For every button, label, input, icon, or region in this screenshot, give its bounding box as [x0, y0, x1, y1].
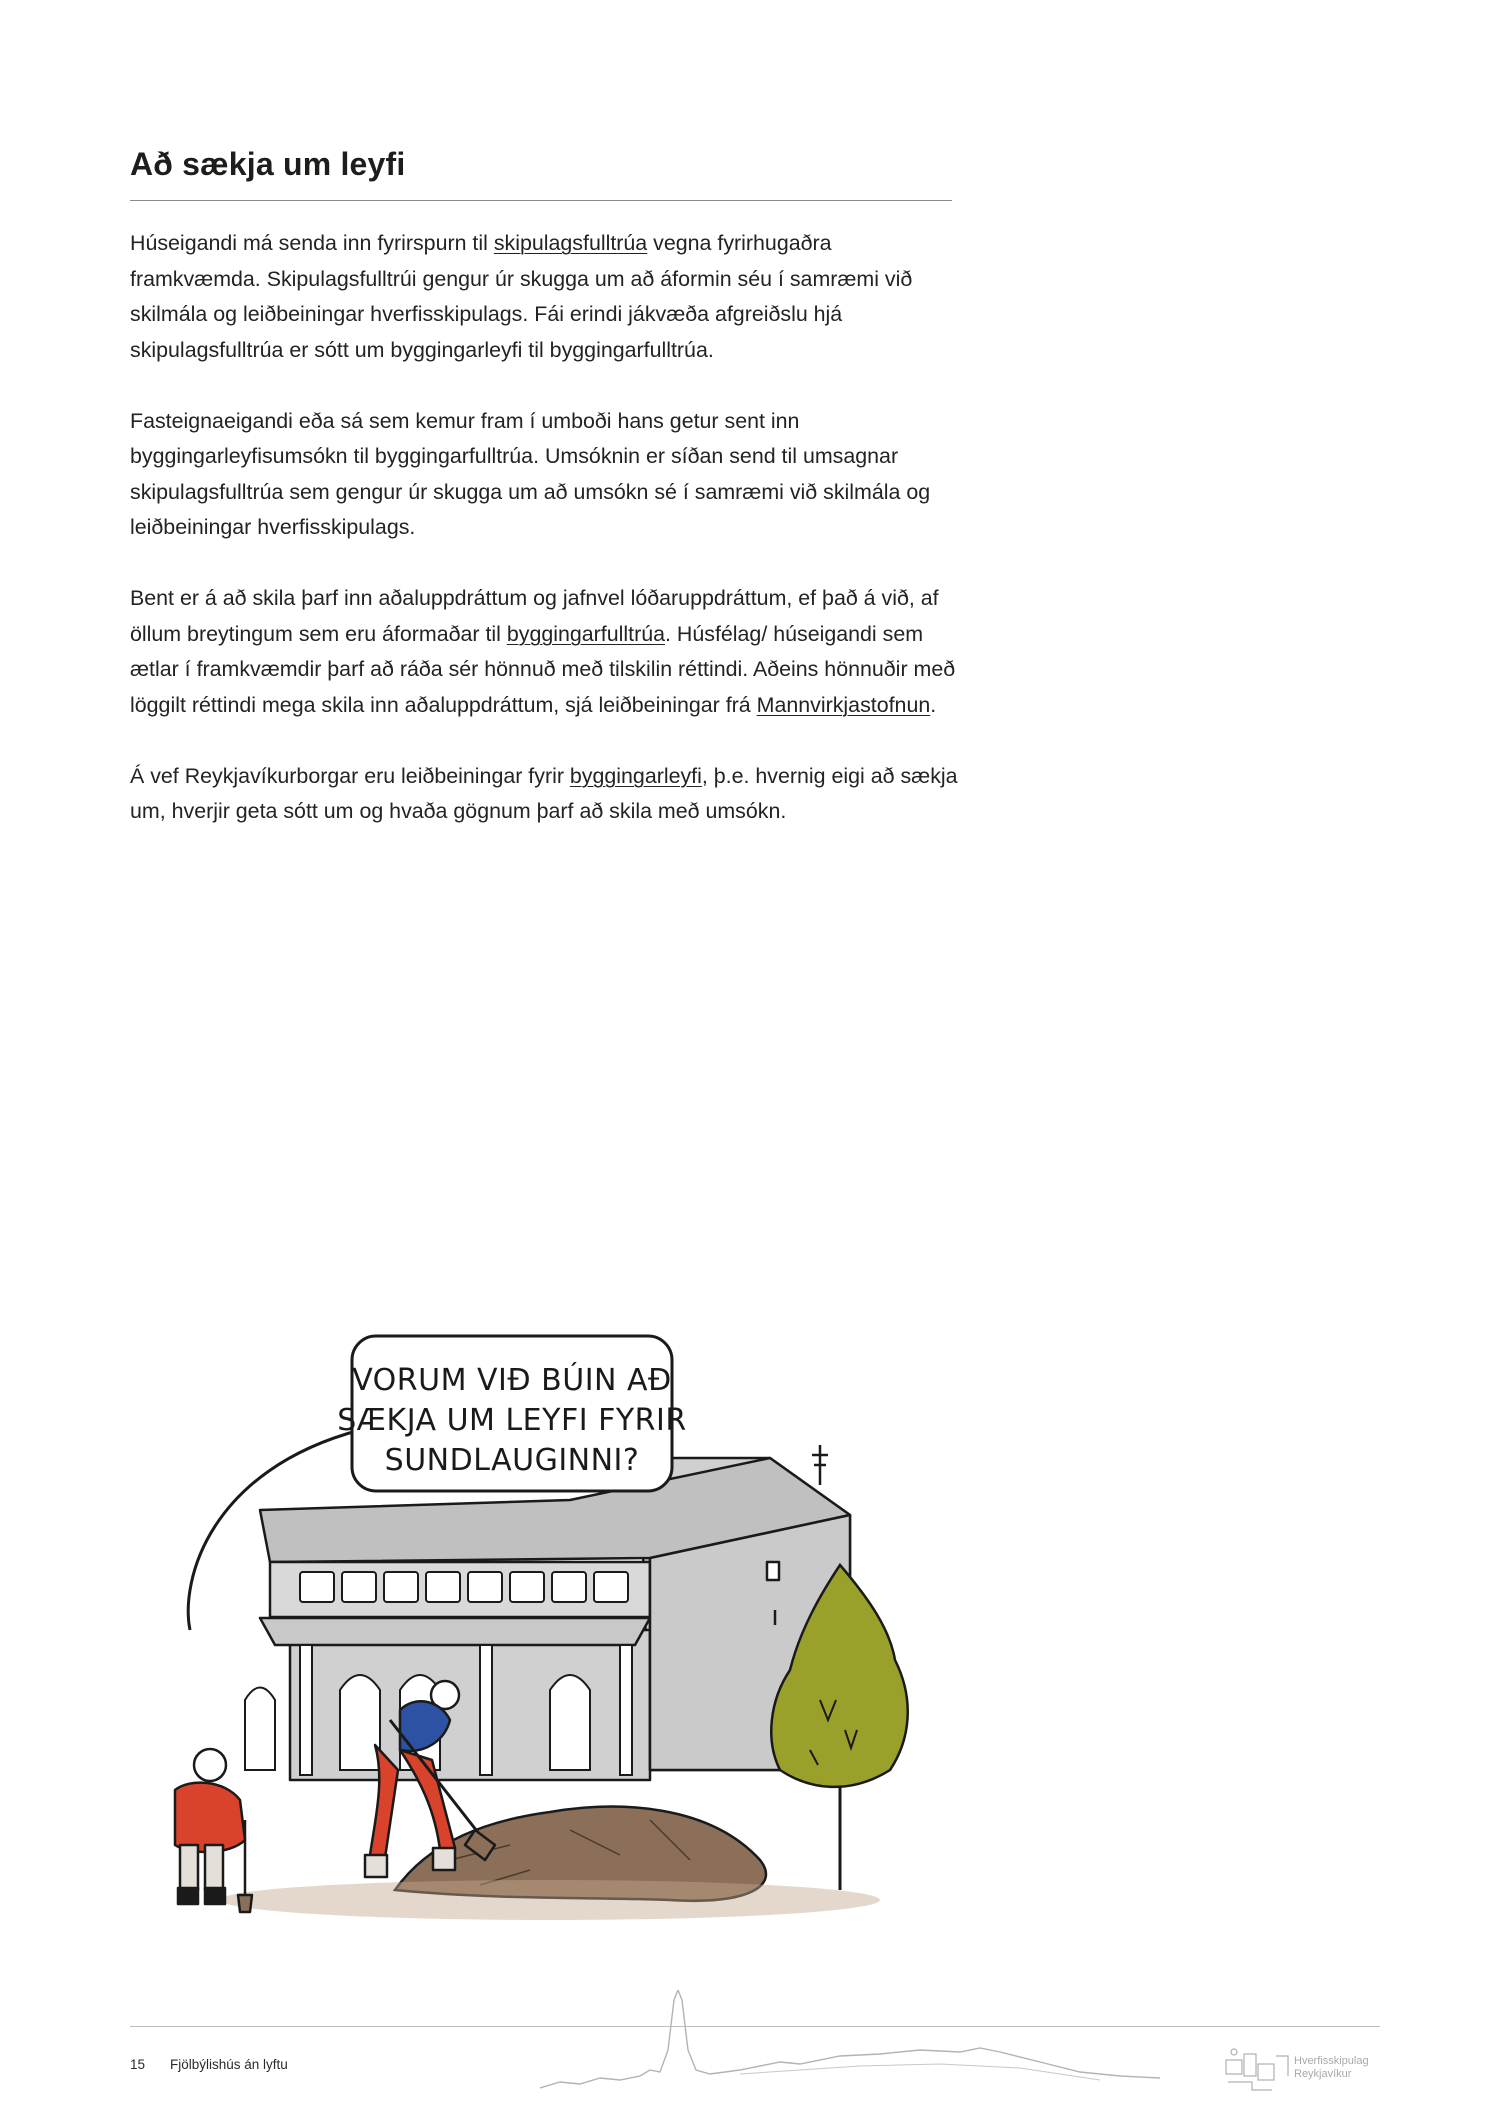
logo-line-1: Hverfisskipulag — [1294, 2055, 1369, 2067]
link-mannvirkjastofnun[interactable]: Mannvirkjastofnun — [756, 692, 931, 717]
paragraph-1 — [130, 226, 960, 368]
heading-divider — [130, 200, 952, 201]
body-text — [130, 226, 960, 865]
page-heading: Að sækja um leyfi — [130, 146, 406, 182]
hverfisskipulag-logo — [1222, 2046, 1382, 2096]
p4-text-2: , þ.e. hvernig eigi að sækja um, hverjir geta sótt um og hvaða gögnum þarf að skila með umsókn. — [130, 763, 958, 823]
p1-text-2: vegna fyrirhugaðra framkvæmda. Skipulagsfulltrúi gengur úr skugga um að áformin séu í samræmi við skilmála og leiðbeiningar hverfisskipulags. Fái erindi jákvæða afgreiðslu hjá skipulagsfulltrúa er sótt um byggingarleyfi til byggingarfulltrúa. — [130, 231, 913, 362]
speech-line-1: VORUM VIÐ BÚIN AÐ — [352, 1363, 672, 1398]
building-canopy — [260, 1618, 650, 1645]
building-gable-window — [767, 1562, 779, 1580]
roof-antenna — [812, 1445, 828, 1485]
footer-left — [130, 2057, 288, 2072]
p1-text-1: Húseigandi má senda inn fyrirspurn til — [130, 231, 494, 255]
p2-text-1: Fasteignaeigandi eða sá sem kemur fram í umboði hans getur sent inn byggingarleyfisumsókn til byggingarfulltrúa. Umsóknin er síðan send til umsagnar skipulagsfulltrúa sem gengur úr skugga um að umsókn sé í samræmi við skilmála og leiðbeiningar hverfisskipulags. — [130, 408, 931, 539]
document-title: Fjölbýlishús án lyftu — [170, 2057, 288, 2072]
paragraph-3 — [130, 581, 960, 723]
p3-text-3: . — [930, 692, 937, 717]
p4-text-1: Á vef Reykjavíkurborgar eru leiðbeiningar fyrir — [130, 763, 570, 788]
logo-line-2: Reykjavíkur — [1294, 2068, 1352, 2080]
speech-line-3: SUNDLAUGINNI? — [384, 1443, 640, 1478]
skyline-outline — [540, 1990, 1160, 2100]
page-number: 15 — [130, 2057, 146, 2072]
logo-text — [1294, 2055, 1369, 2081]
link-skipulagsfulltrua[interactable]: skipulagsfulltrúa — [493, 231, 648, 255]
cartoon-illustration — [150, 1300, 930, 1940]
paragraph-4 — [130, 759, 960, 830]
paragraph-2 — [130, 404, 960, 546]
link-byggingarleyfi[interactable]: byggingarleyfi — [569, 763, 702, 788]
ground-dirt — [220, 1880, 880, 1920]
p3-text-2: . Húsfélag/ húseigandi sem ætlar í framkvæmdir þarf að ráða sér hönnuð með tilskilin réttindi. Aðeins hönnuðir með löggilt réttindi mega skila inn aðaluppdráttum, sjá leiðbeiningar frá — [130, 621, 956, 717]
p3-text-1: Bent er á að skila þarf inn aðaluppdráttum og jafnvel lóðaruppdráttum, ef það á við, af öllum breytingum sem eru áformaðar til — [130, 586, 939, 646]
worker-standing — [175, 1749, 252, 1912]
logo-mark-icon — [1222, 2046, 1292, 2094]
speech-line-2: SÆKJA UM LEYFI FYRIR — [337, 1403, 687, 1438]
link-byggingarfulltrua[interactable]: byggingarfulltrúa — [506, 621, 666, 646]
